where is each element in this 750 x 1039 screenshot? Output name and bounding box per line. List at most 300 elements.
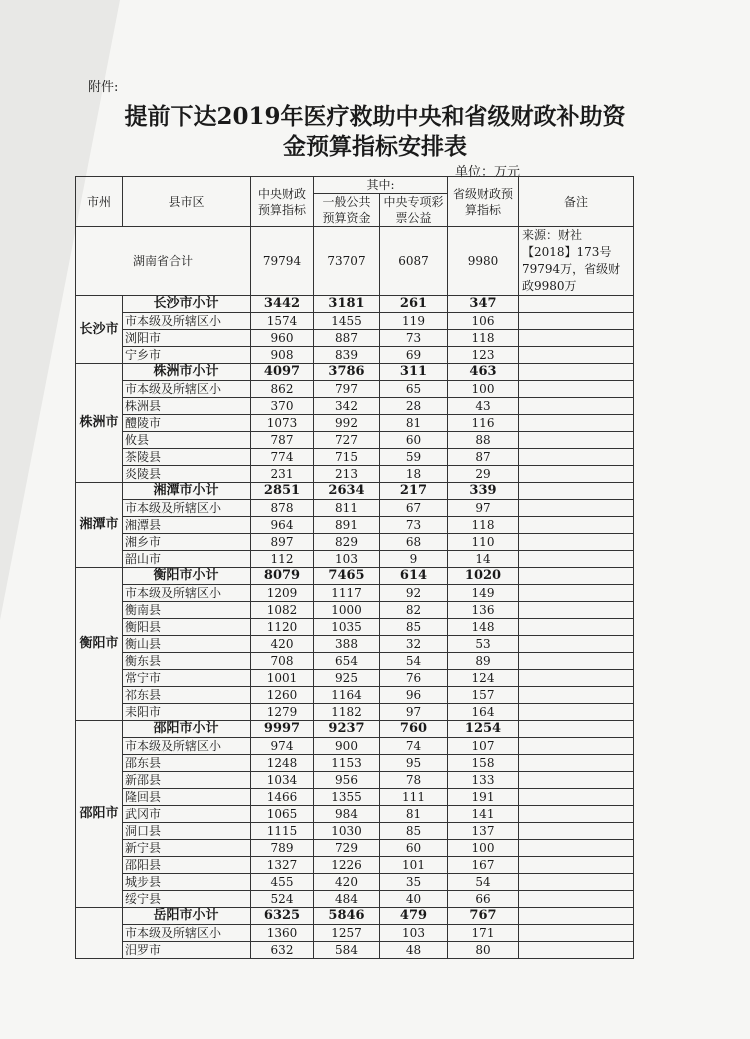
provincial-cell: 167 xyxy=(448,857,519,874)
provincial-cell: 1254 xyxy=(448,721,519,738)
header-county: 县市区 xyxy=(123,177,251,227)
lottery-cell: 18 xyxy=(380,466,448,483)
table-row xyxy=(76,517,634,534)
document-title xyxy=(0,102,750,162)
county-cell: 市本级及所辖区小 xyxy=(123,313,251,330)
county-cell: 炎陵县 xyxy=(123,466,251,483)
provincial-cell: 767 xyxy=(448,908,519,925)
provincial-cell: 116 xyxy=(448,415,519,432)
general-cell: 1226 xyxy=(314,857,380,874)
county-cell: 耒阳市 xyxy=(123,704,251,721)
lottery-cell: 96 xyxy=(380,687,448,704)
general-cell: 654 xyxy=(314,653,380,670)
central-cell: 1073 xyxy=(251,415,314,432)
lottery-cell: 69 xyxy=(380,347,448,364)
table-row xyxy=(76,755,634,772)
lottery-cell: 311 xyxy=(380,364,448,381)
province-total-note: 来源：财社【2018】173号79794万，省级财政9980万 xyxy=(519,227,634,296)
unit-label: 单位：万元 xyxy=(455,165,521,180)
central-cell: 1001 xyxy=(251,670,314,687)
county-cell: 汨罗市 xyxy=(123,942,251,959)
general-cell: 1164 xyxy=(314,687,380,704)
central-cell: 8079 xyxy=(251,568,314,585)
county-cell: 邵阳县 xyxy=(123,857,251,874)
county-cell: 湘潭县 xyxy=(123,517,251,534)
county-cell: 市本级及所辖区小 xyxy=(123,585,251,602)
note-cell xyxy=(519,942,634,959)
table-row xyxy=(76,687,634,704)
note-cell xyxy=(519,687,634,704)
lottery-cell: 67 xyxy=(380,500,448,517)
county-cell: 长沙市小计 xyxy=(123,296,251,313)
note-cell xyxy=(519,534,634,551)
lottery-cell: 97 xyxy=(380,704,448,721)
table-row xyxy=(76,602,634,619)
header-provincial: 省级财政预算指标 xyxy=(448,177,519,227)
general-cell: 5846 xyxy=(314,908,380,925)
central-cell: 1360 xyxy=(251,925,314,942)
provincial-cell: 141 xyxy=(448,806,519,823)
table-row xyxy=(76,619,634,636)
general-cell: 1355 xyxy=(314,789,380,806)
lottery-cell: 74 xyxy=(380,738,448,755)
provincial-cell: 97 xyxy=(448,500,519,517)
lottery-cell: 217 xyxy=(380,483,448,500)
general-cell: 388 xyxy=(314,636,380,653)
note-cell xyxy=(519,738,634,755)
county-cell: 湘潭市小计 xyxy=(123,483,251,500)
lottery-cell: 78 xyxy=(380,772,448,789)
table-row xyxy=(76,398,634,415)
note-cell xyxy=(519,568,634,585)
table-row xyxy=(76,704,634,721)
province-total-provincial: 9980 xyxy=(448,227,519,296)
lottery-cell: 81 xyxy=(380,415,448,432)
note-cell xyxy=(519,925,634,942)
general-cell: 9237 xyxy=(314,721,380,738)
note-cell xyxy=(519,619,634,636)
city-name-cell: 邵阳市 xyxy=(76,721,123,908)
central-cell: 6325 xyxy=(251,908,314,925)
header-city: 市州 xyxy=(76,177,123,227)
provincial-cell: 80 xyxy=(448,942,519,959)
lottery-cell: 68 xyxy=(380,534,448,551)
county-cell: 邵东县 xyxy=(123,755,251,772)
table-row xyxy=(76,823,634,840)
table-row xyxy=(76,585,634,602)
lottery-cell: 59 xyxy=(380,449,448,466)
provincial-cell: 124 xyxy=(448,670,519,687)
central-cell: 878 xyxy=(251,500,314,517)
title-line-2: 金预算指标安排表 xyxy=(283,133,467,160)
note-cell xyxy=(519,857,634,874)
city-name-cell: 长沙市 xyxy=(76,296,123,364)
lottery-cell: 40 xyxy=(380,891,448,908)
provincial-cell: 137 xyxy=(448,823,519,840)
note-cell xyxy=(519,755,634,772)
table-row xyxy=(76,636,634,653)
county-cell: 隆回县 xyxy=(123,789,251,806)
lottery-cell: 73 xyxy=(380,330,448,347)
county-cell: 浏阳市 xyxy=(123,330,251,347)
county-cell: 邵阳市小计 xyxy=(123,721,251,738)
general-cell: 3181 xyxy=(314,296,380,313)
lottery-cell: 9 xyxy=(380,551,448,568)
subtotal-row xyxy=(76,364,634,381)
general-cell: 729 xyxy=(314,840,380,857)
table-row xyxy=(76,891,634,908)
county-cell: 城步县 xyxy=(123,874,251,891)
header-central: 中央财政预算指标 xyxy=(251,177,314,227)
central-cell: 862 xyxy=(251,381,314,398)
central-cell: 708 xyxy=(251,653,314,670)
county-cell: 衡南县 xyxy=(123,602,251,619)
general-cell: 420 xyxy=(314,874,380,891)
county-cell: 新邵县 xyxy=(123,772,251,789)
note-cell xyxy=(519,398,634,415)
table-row xyxy=(76,789,634,806)
city-name-cell: 株洲市 xyxy=(76,364,123,483)
lottery-cell: 73 xyxy=(380,517,448,534)
general-cell: 891 xyxy=(314,517,380,534)
central-cell: 1574 xyxy=(251,313,314,330)
general-cell: 715 xyxy=(314,449,380,466)
province-total-lottery: 6087 xyxy=(380,227,448,296)
general-cell: 1153 xyxy=(314,755,380,772)
central-cell: 1260 xyxy=(251,687,314,704)
general-cell: 797 xyxy=(314,381,380,398)
central-cell: 1327 xyxy=(251,857,314,874)
general-cell: 1257 xyxy=(314,925,380,942)
central-cell: 112 xyxy=(251,551,314,568)
note-cell xyxy=(519,296,634,313)
note-cell xyxy=(519,313,634,330)
general-cell: 956 xyxy=(314,772,380,789)
central-cell: 974 xyxy=(251,738,314,755)
title-line-1: 提前下达2019年医疗救助中央和省级财政补助资 xyxy=(124,103,626,130)
subtotal-row xyxy=(76,908,634,925)
provincial-cell: 14 xyxy=(448,551,519,568)
table-row xyxy=(76,534,634,551)
provincial-cell: 43 xyxy=(448,398,519,415)
lottery-cell: 95 xyxy=(380,755,448,772)
header-general: 一般公共预算资金 xyxy=(314,194,380,227)
provincial-cell: 88 xyxy=(448,432,519,449)
provincial-cell: 118 xyxy=(448,330,519,347)
budget-table xyxy=(75,176,634,959)
provincial-cell: 123 xyxy=(448,347,519,364)
county-cell: 衡山县 xyxy=(123,636,251,653)
table-row xyxy=(76,806,634,823)
central-cell: 960 xyxy=(251,330,314,347)
central-cell: 1120 xyxy=(251,619,314,636)
province-total-name: 湖南省合计 xyxy=(76,227,251,296)
note-cell xyxy=(519,500,634,517)
provincial-cell: 87 xyxy=(448,449,519,466)
note-cell xyxy=(519,840,634,857)
table-row xyxy=(76,449,634,466)
central-cell: 370 xyxy=(251,398,314,415)
general-cell: 984 xyxy=(314,806,380,823)
lottery-cell: 614 xyxy=(380,568,448,585)
header-lottery: 中央专项彩票公益 xyxy=(380,194,448,227)
provincial-cell: 463 xyxy=(448,364,519,381)
table-row xyxy=(76,551,634,568)
central-cell: 908 xyxy=(251,347,314,364)
lottery-cell: 60 xyxy=(380,840,448,857)
general-cell: 887 xyxy=(314,330,380,347)
provincial-cell: 106 xyxy=(448,313,519,330)
note-cell xyxy=(519,330,634,347)
central-cell: 455 xyxy=(251,874,314,891)
county-cell: 绥宁县 xyxy=(123,891,251,908)
table-row xyxy=(76,925,634,942)
general-cell: 1030 xyxy=(314,823,380,840)
header-note: 备注 xyxy=(519,177,634,227)
general-cell: 1000 xyxy=(314,602,380,619)
general-cell: 3786 xyxy=(314,364,380,381)
table-row xyxy=(76,415,634,432)
provincial-cell: 157 xyxy=(448,687,519,704)
county-cell: 湘乡市 xyxy=(123,534,251,551)
note-cell xyxy=(519,772,634,789)
lottery-cell: 81 xyxy=(380,806,448,823)
city-name-cell xyxy=(76,908,123,959)
provincial-cell: 347 xyxy=(448,296,519,313)
central-cell: 774 xyxy=(251,449,314,466)
lottery-cell: 261 xyxy=(380,296,448,313)
lottery-cell: 111 xyxy=(380,789,448,806)
provincial-cell: 54 xyxy=(448,874,519,891)
county-cell: 衡东县 xyxy=(123,653,251,670)
general-cell: 1117 xyxy=(314,585,380,602)
subtotal-row xyxy=(76,721,634,738)
central-cell: 1209 xyxy=(251,585,314,602)
lottery-cell: 92 xyxy=(380,585,448,602)
provincial-cell: 171 xyxy=(448,925,519,942)
note-cell xyxy=(519,823,634,840)
county-cell: 宁乡市 xyxy=(123,347,251,364)
central-cell: 3442 xyxy=(251,296,314,313)
lottery-cell: 65 xyxy=(380,381,448,398)
general-cell: 213 xyxy=(314,466,380,483)
general-cell: 1035 xyxy=(314,619,380,636)
header-of-which: 其中: xyxy=(314,177,448,194)
county-cell: 株洲县 xyxy=(123,398,251,415)
note-cell xyxy=(519,636,634,653)
lottery-cell: 54 xyxy=(380,653,448,670)
provincial-cell: 100 xyxy=(448,381,519,398)
city-name-cell: 衡阳市 xyxy=(76,568,123,721)
lottery-cell: 479 xyxy=(380,908,448,925)
central-cell: 1466 xyxy=(251,789,314,806)
county-cell: 新宁县 xyxy=(123,840,251,857)
general-cell: 2634 xyxy=(314,483,380,500)
county-cell: 洞口县 xyxy=(123,823,251,840)
central-cell: 1248 xyxy=(251,755,314,772)
provincial-cell: 118 xyxy=(448,517,519,534)
table-row xyxy=(76,772,634,789)
note-cell xyxy=(519,347,634,364)
county-cell: 株洲市小计 xyxy=(123,364,251,381)
lottery-cell: 35 xyxy=(380,874,448,891)
note-cell xyxy=(519,653,634,670)
subtotal-row xyxy=(76,296,634,313)
province-total-row xyxy=(76,227,634,296)
provincial-cell: 149 xyxy=(448,585,519,602)
lottery-cell: 85 xyxy=(380,823,448,840)
general-cell: 925 xyxy=(314,670,380,687)
central-cell: 787 xyxy=(251,432,314,449)
central-cell: 1115 xyxy=(251,823,314,840)
general-cell: 839 xyxy=(314,347,380,364)
note-cell xyxy=(519,874,634,891)
county-cell: 市本级及所辖区小 xyxy=(123,738,251,755)
table-row xyxy=(76,738,634,755)
county-cell: 醴陵市 xyxy=(123,415,251,432)
central-cell: 1034 xyxy=(251,772,314,789)
central-cell: 1065 xyxy=(251,806,314,823)
table-row xyxy=(76,466,634,483)
provincial-cell: 100 xyxy=(448,840,519,857)
province-total-general: 73707 xyxy=(314,227,380,296)
central-cell: 897 xyxy=(251,534,314,551)
county-cell: 祁东县 xyxy=(123,687,251,704)
provincial-cell: 136 xyxy=(448,602,519,619)
general-cell: 811 xyxy=(314,500,380,517)
lottery-cell: 48 xyxy=(380,942,448,959)
provincial-cell: 1020 xyxy=(448,568,519,585)
county-cell: 岳阳市小计 xyxy=(123,908,251,925)
note-cell xyxy=(519,415,634,432)
table-row xyxy=(76,874,634,891)
lottery-cell: 32 xyxy=(380,636,448,653)
general-cell: 829 xyxy=(314,534,380,551)
table-row xyxy=(76,313,634,330)
lottery-cell: 85 xyxy=(380,619,448,636)
table-row xyxy=(76,330,634,347)
note-cell xyxy=(519,789,634,806)
table-row xyxy=(76,500,634,517)
note-cell xyxy=(519,432,634,449)
lottery-cell: 60 xyxy=(380,432,448,449)
county-cell: 衡阳市小计 xyxy=(123,568,251,585)
lottery-cell: 119 xyxy=(380,313,448,330)
central-cell: 789 xyxy=(251,840,314,857)
central-cell: 420 xyxy=(251,636,314,653)
county-cell: 攸县 xyxy=(123,432,251,449)
provincial-cell: 339 xyxy=(448,483,519,500)
note-cell xyxy=(519,585,634,602)
central-cell: 231 xyxy=(251,466,314,483)
county-cell: 茶陵县 xyxy=(123,449,251,466)
city-name-cell: 湘潭市 xyxy=(76,483,123,568)
table-row xyxy=(76,347,634,364)
central-cell: 2851 xyxy=(251,483,314,500)
general-cell: 484 xyxy=(314,891,380,908)
central-cell: 964 xyxy=(251,517,314,534)
provincial-cell: 148 xyxy=(448,619,519,636)
county-cell: 常宁市 xyxy=(123,670,251,687)
provincial-cell: 133 xyxy=(448,772,519,789)
central-cell: 9997 xyxy=(251,721,314,738)
provincial-cell: 191 xyxy=(448,789,519,806)
general-cell: 727 xyxy=(314,432,380,449)
table-row xyxy=(76,857,634,874)
provincial-cell: 110 xyxy=(448,534,519,551)
general-cell: 900 xyxy=(314,738,380,755)
provincial-cell: 29 xyxy=(448,466,519,483)
note-cell xyxy=(519,908,634,925)
county-cell: 韶山市 xyxy=(123,551,251,568)
general-cell: 992 xyxy=(314,415,380,432)
table-row xyxy=(76,942,634,959)
provincial-cell: 89 xyxy=(448,653,519,670)
central-cell: 1082 xyxy=(251,602,314,619)
lottery-cell: 28 xyxy=(380,398,448,415)
lottery-cell: 101 xyxy=(380,857,448,874)
attachment-label: 附件: xyxy=(88,80,119,95)
table-row xyxy=(76,840,634,857)
note-cell xyxy=(519,551,634,568)
note-cell xyxy=(519,466,634,483)
central-cell: 632 xyxy=(251,942,314,959)
county-cell: 市本级及所辖区小 xyxy=(123,925,251,942)
general-cell: 584 xyxy=(314,942,380,959)
note-cell xyxy=(519,721,634,738)
general-cell: 1455 xyxy=(314,313,380,330)
general-cell: 7465 xyxy=(314,568,380,585)
note-cell xyxy=(519,381,634,398)
note-cell xyxy=(519,670,634,687)
table-row xyxy=(76,381,634,398)
table-row xyxy=(76,670,634,687)
county-cell: 市本级及所辖区小 xyxy=(123,381,251,398)
general-cell: 103 xyxy=(314,551,380,568)
note-cell xyxy=(519,806,634,823)
table-header-row-1 xyxy=(76,177,634,194)
note-cell xyxy=(519,449,634,466)
general-cell: 342 xyxy=(314,398,380,415)
lottery-cell: 760 xyxy=(380,721,448,738)
provincial-cell: 158 xyxy=(448,755,519,772)
table-row xyxy=(76,653,634,670)
table-row xyxy=(76,432,634,449)
lottery-cell: 103 xyxy=(380,925,448,942)
provincial-cell: 164 xyxy=(448,704,519,721)
note-cell xyxy=(519,364,634,381)
county-cell: 市本级及所辖区小 xyxy=(123,500,251,517)
subtotal-row xyxy=(76,568,634,585)
note-cell xyxy=(519,891,634,908)
county-cell: 衡阳县 xyxy=(123,619,251,636)
provincial-cell: 66 xyxy=(448,891,519,908)
note-cell xyxy=(519,602,634,619)
province-total-central: 79794 xyxy=(251,227,314,296)
note-cell xyxy=(519,517,634,534)
note-cell xyxy=(519,483,634,500)
lottery-cell: 82 xyxy=(380,602,448,619)
provincial-cell: 53 xyxy=(448,636,519,653)
central-cell: 1279 xyxy=(251,704,314,721)
county-cell: 武冈市 xyxy=(123,806,251,823)
central-cell: 4097 xyxy=(251,364,314,381)
provincial-cell: 107 xyxy=(448,738,519,755)
lottery-cell: 76 xyxy=(380,670,448,687)
subtotal-row xyxy=(76,483,634,500)
general-cell: 1182 xyxy=(314,704,380,721)
central-cell: 524 xyxy=(251,891,314,908)
